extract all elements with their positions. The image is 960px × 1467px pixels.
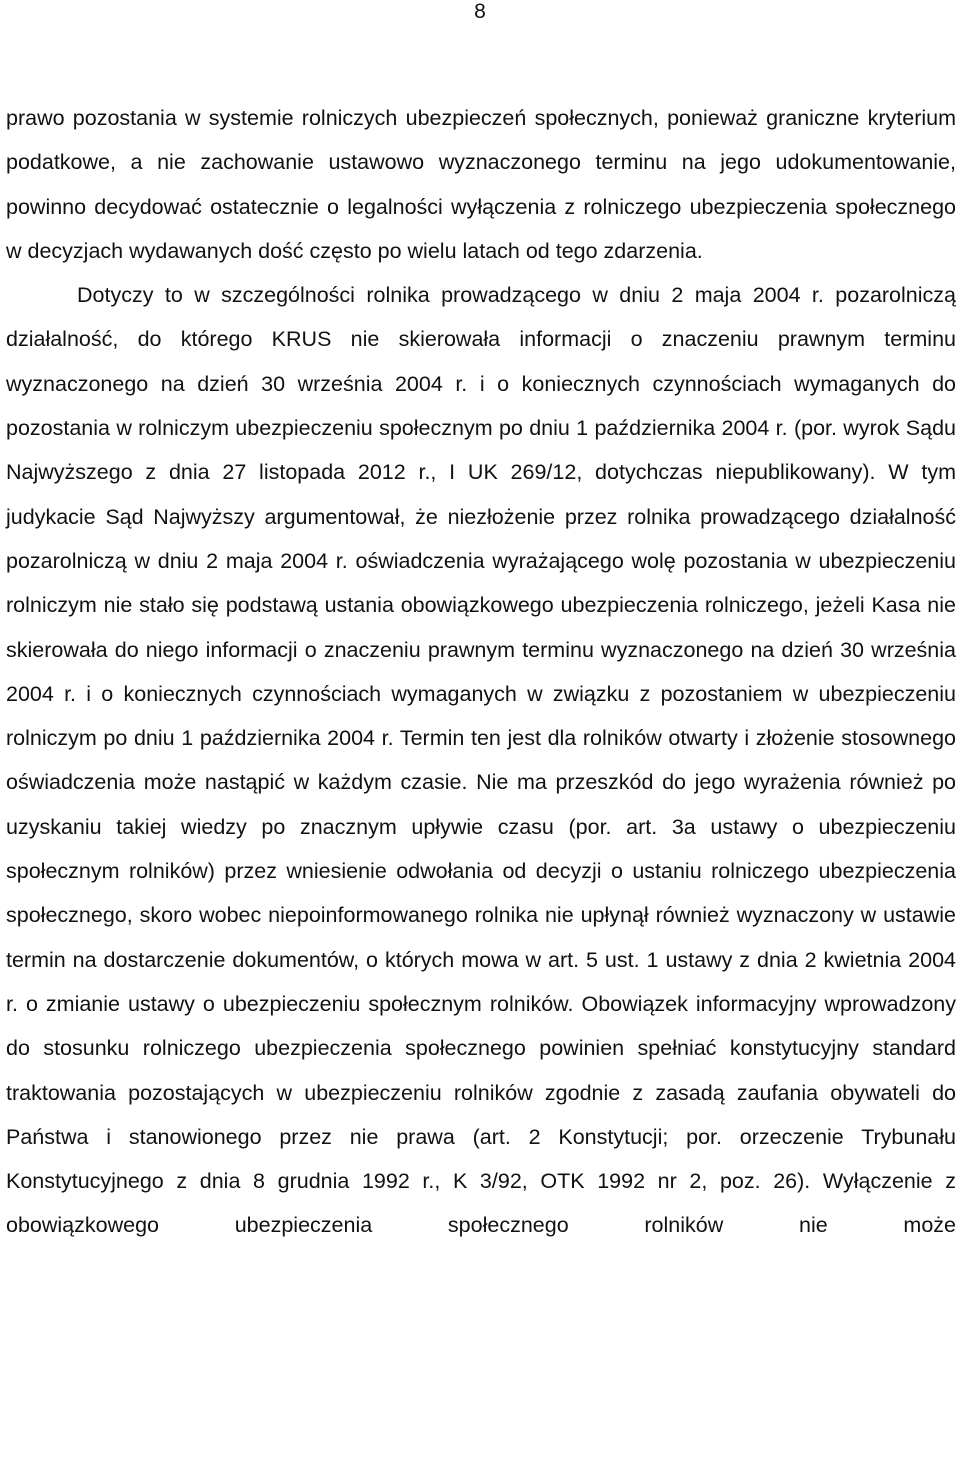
- page-number: 8: [474, 0, 486, 23]
- document-body: [6, 96, 956, 1248]
- paragraph-1: prawo pozostania w systemie rolniczych ubezpieczeń społecznych, ponieważ graniczne kryterium podatkowe, a nie zachowanie ustawowo wyznaczonego terminu na jego udokumentowanie, powinno decydować ostatecznie o legalności wyłączenia z rolniczego ubezpieczenia społecznego w decyzjach wydawanych dość często po wielu latach od tego zdarzenia.: [6, 106, 956, 263]
- paragraph-2: Dotyczy to w szczególności rolnika prowadzącego w dniu 2 maja 2004 r. pozarolniczą działalność, do którego KRUS nie skierowała informacji o znaczeniu prawnym terminu wyznaczonego na dzień 30 września 2004 r. i o koniecznych czynnościach wymaganych do pozostania w rolniczym ubezpieczeniu społecznym po dniu 1 października 2004 r. (por. wyrok Sądu Najwyższego z dnia 27 listopada 2012 r., I UK 269/12, dotychczas niepublikowany). W tym judykacie Sąd Najwyższy argumentował, że niezłożenie przez rolnika prowadzącego działalność pozarolniczą w dniu 2 maja 2004 r. oświadczenia wyrażającego wolę pozostania w ubezpieczeniu rolniczym nie stało się podstawą ustania obowiązkowego ubezpieczenia rolniczego, jeżeli Kasa nie skierowała do niego informacji o znaczeniu prawnym terminu wyznaczonego na dzień 30 września 2004 r. i o koniecznych czynnościach wymaganych w związku z pozostaniem w ubezpieczeniu rolniczym po dniu 1 października 2004 r. Termin ten jest dla rolników otwarty i złożenie stosownego oświadczenia może nastąpić w każdym czasie. Nie ma przeszkód do jego wyrażenia również po uzyskaniu takiej wiedzy po znacznym upływie czasu (por. art. 3a ustawy o ubezpieczeniu społecznym rolników) przez wniesienie odwołania od decyzji o ustaniu rolniczego ubezpieczenia społecznego, skoro wobec niepoinformowanego rolnika nie upłynął również wyznaczony w ustawie termin na dostarczenie dokumentów, o których mowa w art. 5 ust. 1 ustawy z dnia 2 kwietnia 2004 r. o zmianie ustawy o ubezpieczeniu społecznym rolników. Obowiązek informacyjny wprowadzony do stosunku rolniczego ubezpieczenia społecznego powinien spełniać konstytucyjny standard traktowania pozostających w ubezpieczeniu rolników zgodnie z zasadą zaufania obywateli do Państwa i stanowionego przez nie prawa (art. 2 Konstytucji; por. orzeczenie Trybunału Konstytucyjnego z dnia 8 grudnia 1992 r., K 3/92, OTK 1992 nr 2, poz. 26). Wyłączenie z obowiązkowego ubezpieczenia społecznego rolników nie może: [6, 283, 956, 1238]
